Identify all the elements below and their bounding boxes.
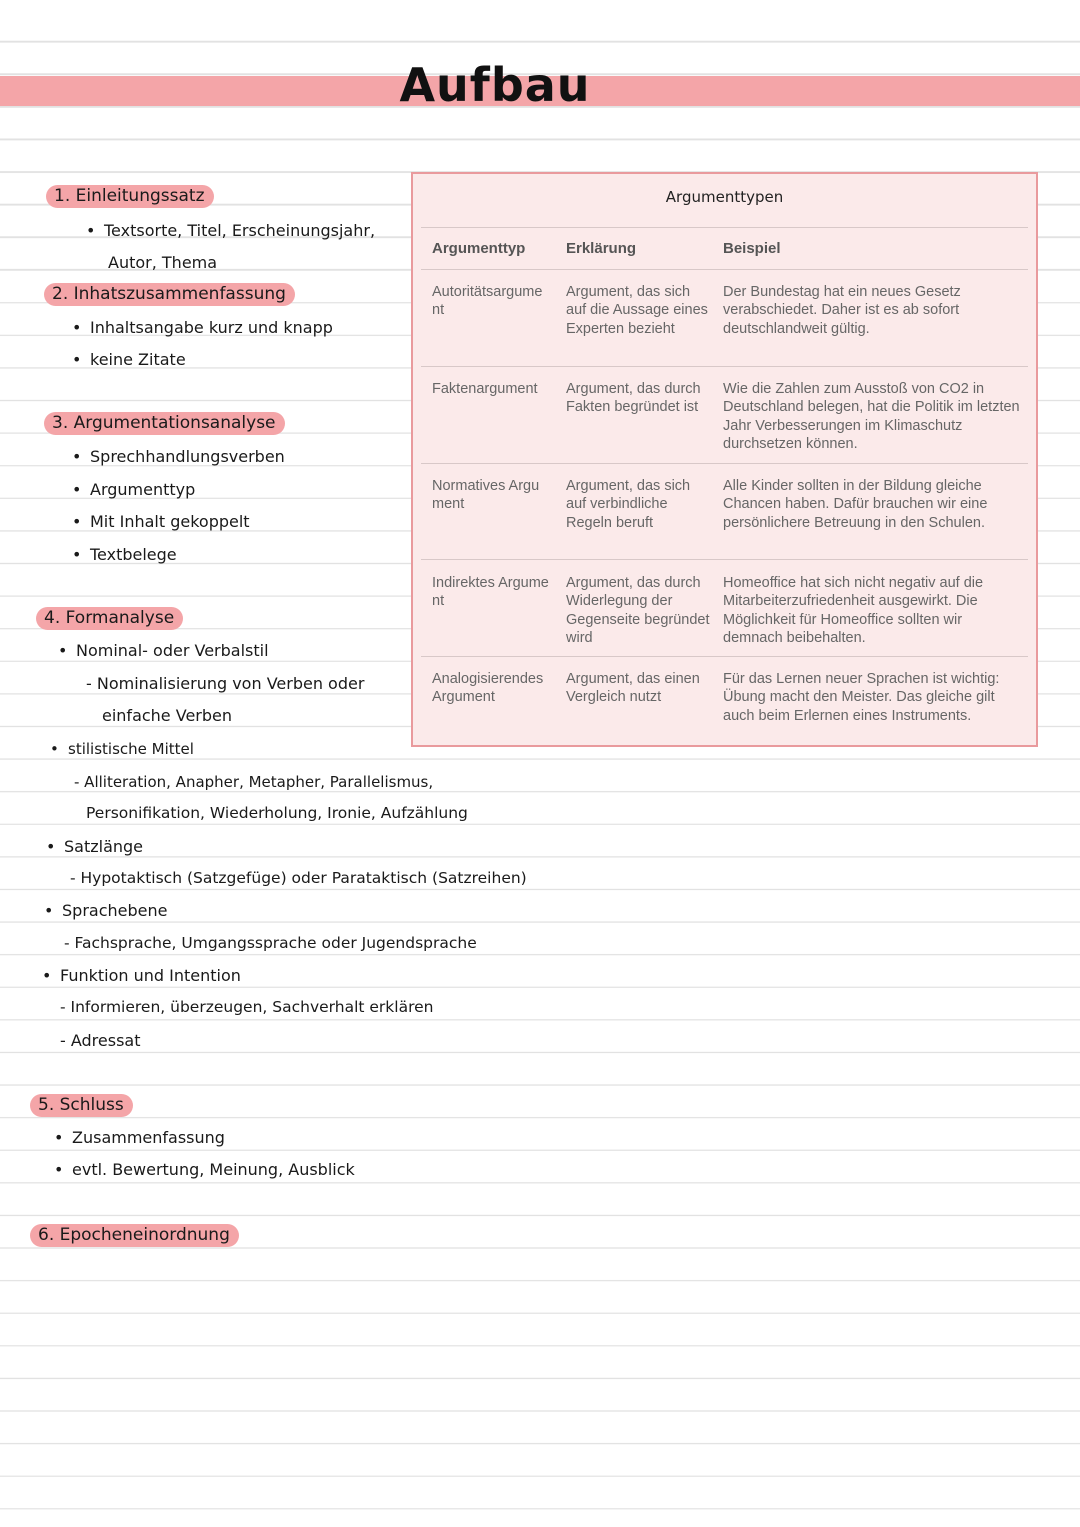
table-cell: Alle Kinder sollten in der Bildung gleiche Chancen haben. Dafür brauchen wir eine persönlichere Betreuung in den Schulen.: [723, 478, 988, 531]
list-item: • Textbelege: [72, 545, 177, 564]
divider: [421, 656, 1028, 657]
list-item: • Argumenttyp: [72, 480, 196, 499]
table-cell: Argument, das einen Vergleich nutzt: [566, 671, 700, 706]
list-item: • Sprechhandlungsverben: [72, 447, 285, 466]
table-cell: Argument, das durch Fakten begründet ist: [566, 381, 701, 416]
heading-formanalyse: 4. Formanalyse: [36, 607, 183, 630]
column-header: Argumenttyp: [432, 240, 526, 257]
list-item: • Mit Inhalt gekoppelt: [72, 512, 250, 531]
list-subitem: - Hypotaktisch (Satzgefüge) oder Parataktisch (Satzreihen): [70, 869, 527, 887]
list-subitem-continued: Personifikation, Wiederholung, Ironie, Aufzählung: [86, 804, 468, 822]
table-cell: Homeoffice hat sich nicht negativ auf die Mitarbeiterzufriedenheit ausgewirkt. Die Möglichkeit für Homeoffice sollten wir demnach beibehalten.: [723, 575, 984, 646]
divider: [421, 227, 1028, 228]
list-subitem-continued: einfache Verben: [102, 706, 232, 725]
list-subitem: - Fachsprache, Umgangssprache oder Jugendsprache: [64, 934, 477, 952]
divider: [421, 269, 1028, 270]
table-cell: Der Bundestag hat ein neues Gesetz verabschiedet. Daher ist es ab sofort deutschlandweit gültig.: [723, 284, 961, 337]
argumenttypen-table: [411, 172, 1038, 747]
table-cell: Argument, das sich auf die Aussage eines Experten bezieht: [566, 284, 708, 337]
list-subitem: - Nominalisierung von Verben oder: [86, 674, 365, 693]
list-item: • Nominal- oder Verbalstil: [58, 641, 269, 660]
table-cell: Für das Lernen neuer Sprachen ist wichtig: Übung macht den Meister. Das gleiche gilt auch beim Erlernen eines Instruments.: [723, 671, 1000, 724]
table-cell: Indirektes Argument: [432, 575, 549, 610]
list-subitem: - Informieren, überzeugen, Sachverhalt erklären: [60, 998, 434, 1016]
list-item-continued: Autor, Thema: [108, 253, 218, 272]
divider: [421, 366, 1028, 367]
heading-einleitungssatz: 1. Einleitungssatz: [46, 185, 214, 208]
divider: [421, 559, 1028, 560]
list-item: • Satzlänge: [46, 837, 144, 856]
heading-argumentationsanalyse: 3. Argumentationsanalyse: [44, 412, 285, 435]
page-title: Aufbau: [399, 58, 591, 112]
list-subitem: - Adressat: [60, 1031, 141, 1050]
list-subitem: - Alliteration, Anapher, Metapher, Parallelismus,: [74, 773, 434, 791]
list-item: • evtl. Bewertung, Meinung, Ausblick: [54, 1160, 355, 1179]
table-cell: Wie die Zahlen zum Ausstoß von CO2 in Deutschland belegen, hat die Politik im letzten Jahr Verbesserungen im Klimaschutz durchsetzen können.: [723, 381, 1020, 452]
list-item: • Sprachebene: [44, 901, 168, 920]
list-item: • Inhaltsangabe kurz und knapp: [72, 318, 333, 337]
list-item: • Zusammenfassung: [54, 1128, 225, 1147]
list-item: • stilistische Mittel: [50, 740, 194, 758]
list-item: • Textsorte, Titel, Erscheinungsjahr,: [86, 221, 376, 240]
heading-inhaltszusammenfassung: 2. Inhatszusammenfassung: [44, 283, 295, 306]
heading-epocheneinordnung: 6. Epocheneinordnung: [30, 1224, 239, 1247]
table-cell: Normatives Argument: [432, 478, 540, 513]
column-header: Erklärung: [566, 240, 637, 257]
table-cell: Analogisierendes Argument: [432, 671, 544, 706]
table-caption: Argumenttypen: [665, 188, 784, 206]
column-header: Beispiel: [723, 240, 781, 257]
table-cell: Faktenargument: [432, 381, 538, 397]
list-item: • Funktion und Intention: [42, 966, 241, 985]
table-cell: Autoritätsargument: [432, 284, 543, 319]
divider: [421, 463, 1028, 464]
table-cell: Argument, das sich auf verbindliche Regeln beruft: [566, 478, 691, 531]
list-item: • keine Zitate: [72, 350, 186, 369]
table-cell: Argument, das durch Widerlegung der Gegenseite begründet wird: [566, 575, 710, 646]
heading-schluss: 5. Schluss: [30, 1094, 133, 1117]
